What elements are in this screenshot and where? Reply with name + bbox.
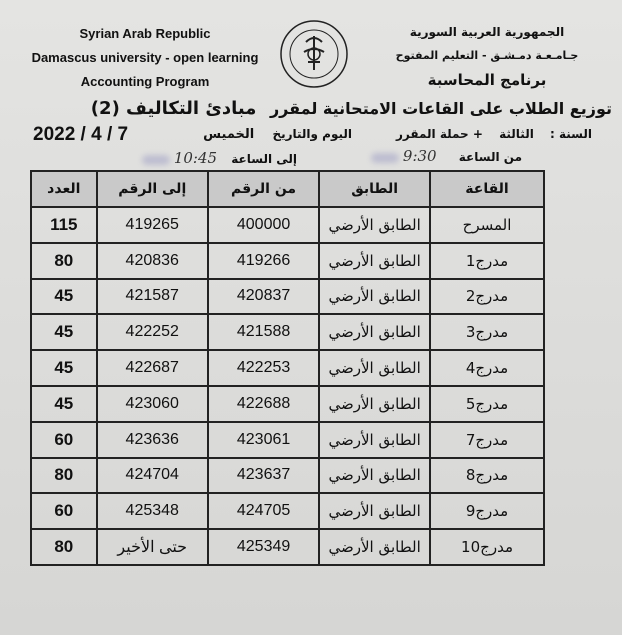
cell-count: 80 [31, 529, 97, 565]
cell-to: 425348 [97, 493, 208, 529]
cell-to: 423060 [97, 386, 208, 422]
table-row [31, 422, 544, 458]
cell-from: 422253 [208, 350, 319, 386]
cell-count: 60 [31, 493, 97, 529]
cell-hall: مدرج2 [430, 279, 544, 315]
cell-from: 419266 [208, 243, 319, 279]
cell-hall: مدرج5 [430, 386, 544, 422]
cell-count: 45 [31, 314, 97, 350]
cell-floor: الطابق الأرضي [319, 458, 430, 494]
to-label: إلى الساعة [231, 152, 297, 166]
table-row [31, 458, 544, 494]
table-row [31, 207, 544, 243]
cell-from: 420837 [208, 279, 319, 315]
cell-hall: مدرج3 [430, 314, 544, 350]
cell-from: 423637 [208, 458, 319, 494]
cell-hall: مدرج4 [430, 350, 544, 386]
cell-floor: الطابق الأرضي [319, 314, 430, 350]
header-from: من الرقم [208, 171, 319, 207]
cell-hall: المسرح [430, 207, 544, 243]
to-time-row [142, 149, 297, 167]
cell-hall: مدرج8 [430, 458, 544, 494]
cell-count: 60 [31, 422, 97, 458]
table-row [31, 243, 544, 279]
english-header [30, 22, 260, 94]
year-value: الثالثة [499, 127, 534, 141]
table-row [31, 386, 544, 422]
from-label: من الساعة [458, 150, 522, 164]
cell-from: 424705 [208, 493, 319, 529]
cell-floor: الطابق الأرضي [319, 243, 430, 279]
cell-floor: الطابق الأرضي [319, 207, 430, 243]
course-name: مبادئ التكاليف (2) [90, 98, 257, 119]
cell-to: 421587 [97, 279, 208, 315]
carry-label: + حملة المقرر [395, 127, 483, 141]
cell-from: 423061 [208, 422, 319, 458]
cell-hall: مدرج1 [430, 243, 544, 279]
header-country-ar: الجمهورية العربية السورية [409, 25, 565, 39]
table-row [31, 529, 544, 565]
to-time: 10:45 [173, 149, 218, 167]
cell-count: 45 [31, 350, 97, 386]
header-floor: الطابق [319, 171, 430, 207]
cell-hall: مدرج10 [430, 529, 544, 565]
cell-from: 421588 [208, 314, 319, 350]
table-row [31, 493, 544, 529]
hall-distribution-table [30, 170, 545, 566]
cell-hall: مدرج9 [430, 493, 544, 529]
header-hall: القاعة [430, 171, 544, 207]
header-to: إلى الرقم [97, 171, 208, 207]
cell-count: 115 [31, 207, 97, 243]
from-time: 9:30 [402, 147, 437, 165]
cell-count: 45 [31, 386, 97, 422]
header-count: العدد [31, 171, 97, 207]
day-value: الخميس [203, 127, 255, 142]
redaction-mark [142, 155, 170, 165]
document-title [12, 98, 612, 119]
day-row [203, 127, 352, 142]
cell-floor: الطابق الأرضي [319, 529, 430, 565]
cell-from: 400000 [208, 207, 319, 243]
cell-to: 422687 [97, 350, 208, 386]
cell-from: 425349 [208, 529, 319, 565]
year-row [396, 127, 592, 141]
cell-to: 419265 [97, 207, 208, 243]
cell-floor: الطابق الأرضي [319, 350, 430, 386]
cell-floor: الطابق الأرضي [319, 422, 430, 458]
cell-to: 424704 [97, 458, 208, 494]
exam-date: 2022 / 4 / 7 [33, 124, 129, 145]
cell-count: 45 [31, 279, 97, 315]
from-time-row [371, 147, 522, 165]
cell-floor: الطابق الأرضي [319, 493, 430, 529]
title-text: توزيع الطلاب على القاعات الامتحانية لمقرر [269, 99, 612, 118]
cell-to: 420836 [97, 243, 208, 279]
header-country-en: Syrian Arab Republic [79, 26, 211, 41]
cell-to: 422252 [97, 314, 208, 350]
header-program-ar: برنامج المحاسبة [427, 71, 547, 89]
cell-floor: الطابق الأرضي [319, 386, 430, 422]
header-university-ar: جـامـعـة دمـشـق - التعليم المفتوح [395, 49, 579, 62]
cell-count: 80 [31, 458, 97, 494]
cell-to: 423636 [97, 422, 208, 458]
table-row [31, 350, 544, 386]
cell-to: حتى الأخير [97, 529, 208, 565]
day-label: اليوم والتاريخ [272, 127, 352, 141]
arabic-header [392, 20, 582, 92]
university-seal-icon [278, 18, 350, 90]
table-row [31, 279, 544, 315]
table-header-row [31, 171, 544, 207]
table-row [31, 314, 544, 350]
cell-from: 422688 [208, 386, 319, 422]
header-program-en: Accounting Program [80, 74, 210, 89]
year-label: السنة : [550, 127, 592, 141]
redaction-mark [371, 153, 399, 163]
header-university-en: Damascus university - open learning [31, 50, 259, 65]
cell-hall: مدرج7 [430, 422, 544, 458]
cell-count: 80 [31, 243, 97, 279]
cell-floor: الطابق الأرضي [319, 279, 430, 315]
